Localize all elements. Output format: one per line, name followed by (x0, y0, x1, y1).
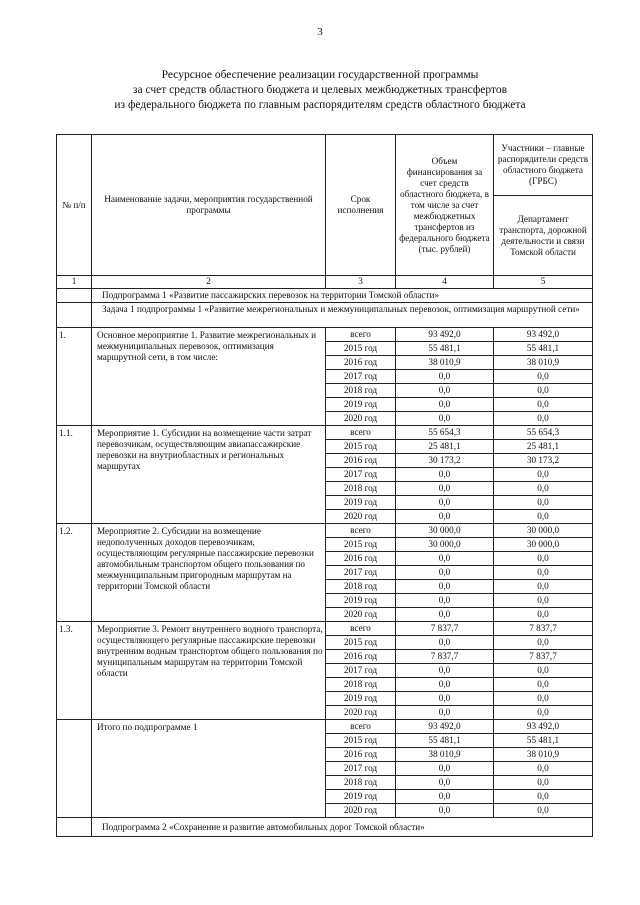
item-number: 1.1. (57, 426, 92, 524)
term-cell: 2015 год (326, 440, 396, 454)
term-cell: 2019 год (326, 496, 396, 510)
term-cell: всего (326, 426, 396, 440)
volume-cell: 38 010,9 (396, 356, 494, 370)
item-name: Основное мероприятие 1. Развитие межрегиональных и межмуниципальных перевозок, оптимизация маршрутной сети, в том числе: (92, 328, 326, 426)
grbs-cell: 0,0 (494, 566, 593, 580)
term-cell: 2016 год (326, 454, 396, 468)
volume-cell: 0,0 (396, 762, 494, 776)
grbs-cell: 0,0 (494, 790, 593, 804)
grbs-cell: 0,0 (494, 496, 593, 510)
volume-cell: 0,0 (396, 692, 494, 706)
term-cell: 2018 год (326, 482, 396, 496)
table-row (57, 720, 593, 734)
grbs-cell: 0,0 (494, 384, 593, 398)
volume-cell: 0,0 (396, 510, 494, 524)
grbs-cell: 38 010,9 (494, 356, 593, 370)
term-cell: 2016 год (326, 356, 396, 370)
volume-cell: 0,0 (396, 664, 494, 678)
grbs-cell: 93 492,0 (494, 328, 593, 342)
grbs-cell: 0,0 (494, 580, 593, 594)
grbs-cell: 55 481,1 (494, 734, 593, 748)
grbs-cell: 0,0 (494, 636, 593, 650)
volume-cell: 0,0 (396, 552, 494, 566)
subprogram-1-title: Подпрограмма 1 «Развитие пассажирских перевозок на территории Томской области» (92, 289, 593, 303)
grbs-cell: 0,0 (494, 664, 593, 678)
header-name: Наименование задачи, мероприятия государственной программы (92, 135, 326, 276)
volume-cell: 0,0 (396, 566, 494, 580)
term-cell: 2019 год (326, 790, 396, 804)
volume-cell: 7 837,7 (396, 650, 494, 664)
volume-cell: 55 481,1 (396, 342, 494, 356)
grbs-cell: 0,0 (494, 762, 593, 776)
term-cell: 2015 год (326, 734, 396, 748)
header-number: № п/п (57, 135, 92, 276)
term-cell: 2018 год (326, 776, 396, 790)
volume-cell: 0,0 (396, 482, 494, 496)
task-1-title: Задача 1 подпрограммы 1 «Развитие межрегиональных и межмуниципальных перевозок, оптимизация маршрутной сети» (92, 303, 593, 328)
item-name: Мероприятие 2. Субсидии на возмещение недополученных доходов перевозчикам, осуществляющим регулярные пассажирские перевозки автомобильным транспортом общего пользования по межмуниципальным пригородным маршрутам на территории Томской области (92, 524, 326, 622)
term-cell: 2016 год (326, 748, 396, 762)
grbs-cell: 0,0 (494, 370, 593, 384)
volume-cell: 93 492,0 (396, 720, 494, 734)
grbs-cell: 0,0 (494, 678, 593, 692)
term-cell: всего (326, 524, 396, 538)
volume-cell: 0,0 (396, 636, 494, 650)
volume-cell: 0,0 (396, 370, 494, 384)
volume-cell: 7 837,7 (396, 622, 494, 636)
title-line-1: Ресурсное обеспечение реализации государственной программы (161, 69, 479, 81)
column-number-4: 4 (396, 276, 494, 289)
table-row (57, 524, 593, 538)
volume-cell: 30 000,0 (396, 524, 494, 538)
volume-cell: 25 481,1 (396, 440, 494, 454)
volume-cell: 30 173,2 (396, 454, 494, 468)
term-cell: 2020 год (326, 804, 396, 818)
grbs-cell: 0,0 (494, 552, 593, 566)
term-cell: всего (326, 720, 396, 734)
term-cell: всего (326, 328, 396, 342)
volume-cell: 0,0 (396, 398, 494, 412)
volume-cell: 0,0 (396, 678, 494, 692)
column-number-2: 2 (92, 276, 326, 289)
subprogram-1-row (57, 289, 593, 303)
subprogram-2-title: Подпрограмма 2 «Сохранение и развитие автомобильных дорог Томской области» (92, 818, 593, 837)
term-cell: 2020 год (326, 706, 396, 720)
volume-cell: 55 481,1 (396, 734, 494, 748)
subprogram-2-row (57, 818, 593, 837)
term-cell: 2017 год (326, 468, 396, 482)
grbs-cell: 38 010,9 (494, 748, 593, 762)
grbs-cell: 0,0 (494, 706, 593, 720)
grbs-cell: 55 481,1 (494, 342, 593, 356)
volume-cell: 0,0 (396, 804, 494, 818)
volume-cell: 0,0 (396, 776, 494, 790)
volume-cell: 0,0 (396, 580, 494, 594)
item-number: 1.3. (57, 622, 92, 720)
page-number: 3 (317, 26, 323, 38)
item-number: 1.2. (57, 524, 92, 622)
header-term: Срок исполнения (326, 135, 396, 276)
term-cell: 2020 год (326, 510, 396, 524)
grbs-cell: 55 654,3 (494, 426, 593, 440)
grbs-cell: 0,0 (494, 412, 593, 426)
column-numbers-row (57, 276, 593, 289)
grbs-cell: 0,0 (494, 608, 593, 622)
grbs-cell: 30 000,0 (494, 524, 593, 538)
grbs-cell: 7 837,7 (494, 622, 593, 636)
volume-cell: 93 492,0 (396, 328, 494, 342)
grbs-cell: 0,0 (494, 804, 593, 818)
term-cell: всего (326, 622, 396, 636)
header-department: Департамент транспорта, дорожной деятельности и связи Томской области (494, 196, 593, 276)
term-cell: 2017 год (326, 370, 396, 384)
grbs-cell: 93 492,0 (494, 720, 593, 734)
volume-cell: 0,0 (396, 706, 494, 720)
item-name: Мероприятие 3. Ремонт внутреннего водного транспорта, осуществляющего регулярные пассажирские перевозки внутренним водным транспортом общего пользования по муниципальным маршрутам на территории Томской области (92, 622, 326, 720)
grbs-cell: 0,0 (494, 776, 593, 790)
grbs-cell: 30 173,2 (494, 454, 593, 468)
term-cell: 2017 год (326, 566, 396, 580)
term-cell: 2017 год (326, 664, 396, 678)
volume-cell: 0,0 (396, 790, 494, 804)
term-cell: 2016 год (326, 650, 396, 664)
term-cell: 2015 год (326, 636, 396, 650)
volume-cell: 30 000,0 (396, 538, 494, 552)
column-number-5: 5 (494, 276, 593, 289)
volume-cell: 0,0 (396, 468, 494, 482)
resource-table (56, 134, 593, 837)
item-name: Мероприятие 1. Субсидии на возмещение части затрат перевозчикам, осуществляющим авиапассажирские перевозки на внутриобластных и региональных маршрутах (92, 426, 326, 524)
grbs-cell: 0,0 (494, 594, 593, 608)
term-cell: 2019 год (326, 398, 396, 412)
term-cell: 2019 год (326, 594, 396, 608)
term-cell: 2016 год (326, 552, 396, 566)
column-number-1: 1 (57, 276, 92, 289)
grbs-cell: 0,0 (494, 692, 593, 706)
table-header-row (57, 135, 593, 196)
document-title (0, 68, 640, 113)
task-1-row (57, 303, 593, 328)
table-row (57, 622, 593, 636)
table-row (57, 426, 593, 440)
item-number (57, 720, 92, 818)
volume-cell: 0,0 (396, 384, 494, 398)
term-cell: 2018 год (326, 580, 396, 594)
item-name: Итого по подпрограмме 1 (92, 720, 326, 818)
item-number: 1. (57, 328, 92, 426)
term-cell: 2015 год (326, 538, 396, 552)
term-cell: 2018 год (326, 384, 396, 398)
grbs-cell: 25 481,1 (494, 440, 593, 454)
title-line-2: за счет средств областного бюджета и целевых межбюджетных трансфертов (132, 84, 508, 96)
volume-cell: 55 654,3 (396, 426, 494, 440)
volume-cell: 0,0 (396, 608, 494, 622)
term-cell: 2019 год (326, 692, 396, 706)
term-cell: 2020 год (326, 608, 396, 622)
volume-cell: 38 010,9 (396, 748, 494, 762)
title-line-3: из федерального бюджета по главным распорядителям средств областного бюджета (114, 99, 526, 111)
grbs-cell: 30 000,0 (494, 538, 593, 552)
volume-cell: 0,0 (396, 594, 494, 608)
volume-cell: 0,0 (396, 496, 494, 510)
table-row (57, 328, 593, 342)
term-cell: 2015 год (326, 342, 396, 356)
grbs-cell: 0,0 (494, 398, 593, 412)
term-cell: 2020 год (326, 412, 396, 426)
column-number-3: 3 (326, 276, 396, 289)
grbs-cell: 0,0 (494, 510, 593, 524)
term-cell: 2018 год (326, 678, 396, 692)
grbs-cell: 0,0 (494, 482, 593, 496)
grbs-cell: 0,0 (494, 468, 593, 482)
volume-cell: 0,0 (396, 412, 494, 426)
term-cell: 2017 год (326, 762, 396, 776)
grbs-cell: 7 837,7 (494, 650, 593, 664)
header-participants: Участники – главные распорядители средств областного бюджета (ГРБС) (494, 135, 593, 196)
header-volume: Объем финансирования за счет средств областного бюджета, в том числе за счет межбюджетных трансфертов из федерального бюджета (тыс. рублей) (396, 135, 494, 276)
